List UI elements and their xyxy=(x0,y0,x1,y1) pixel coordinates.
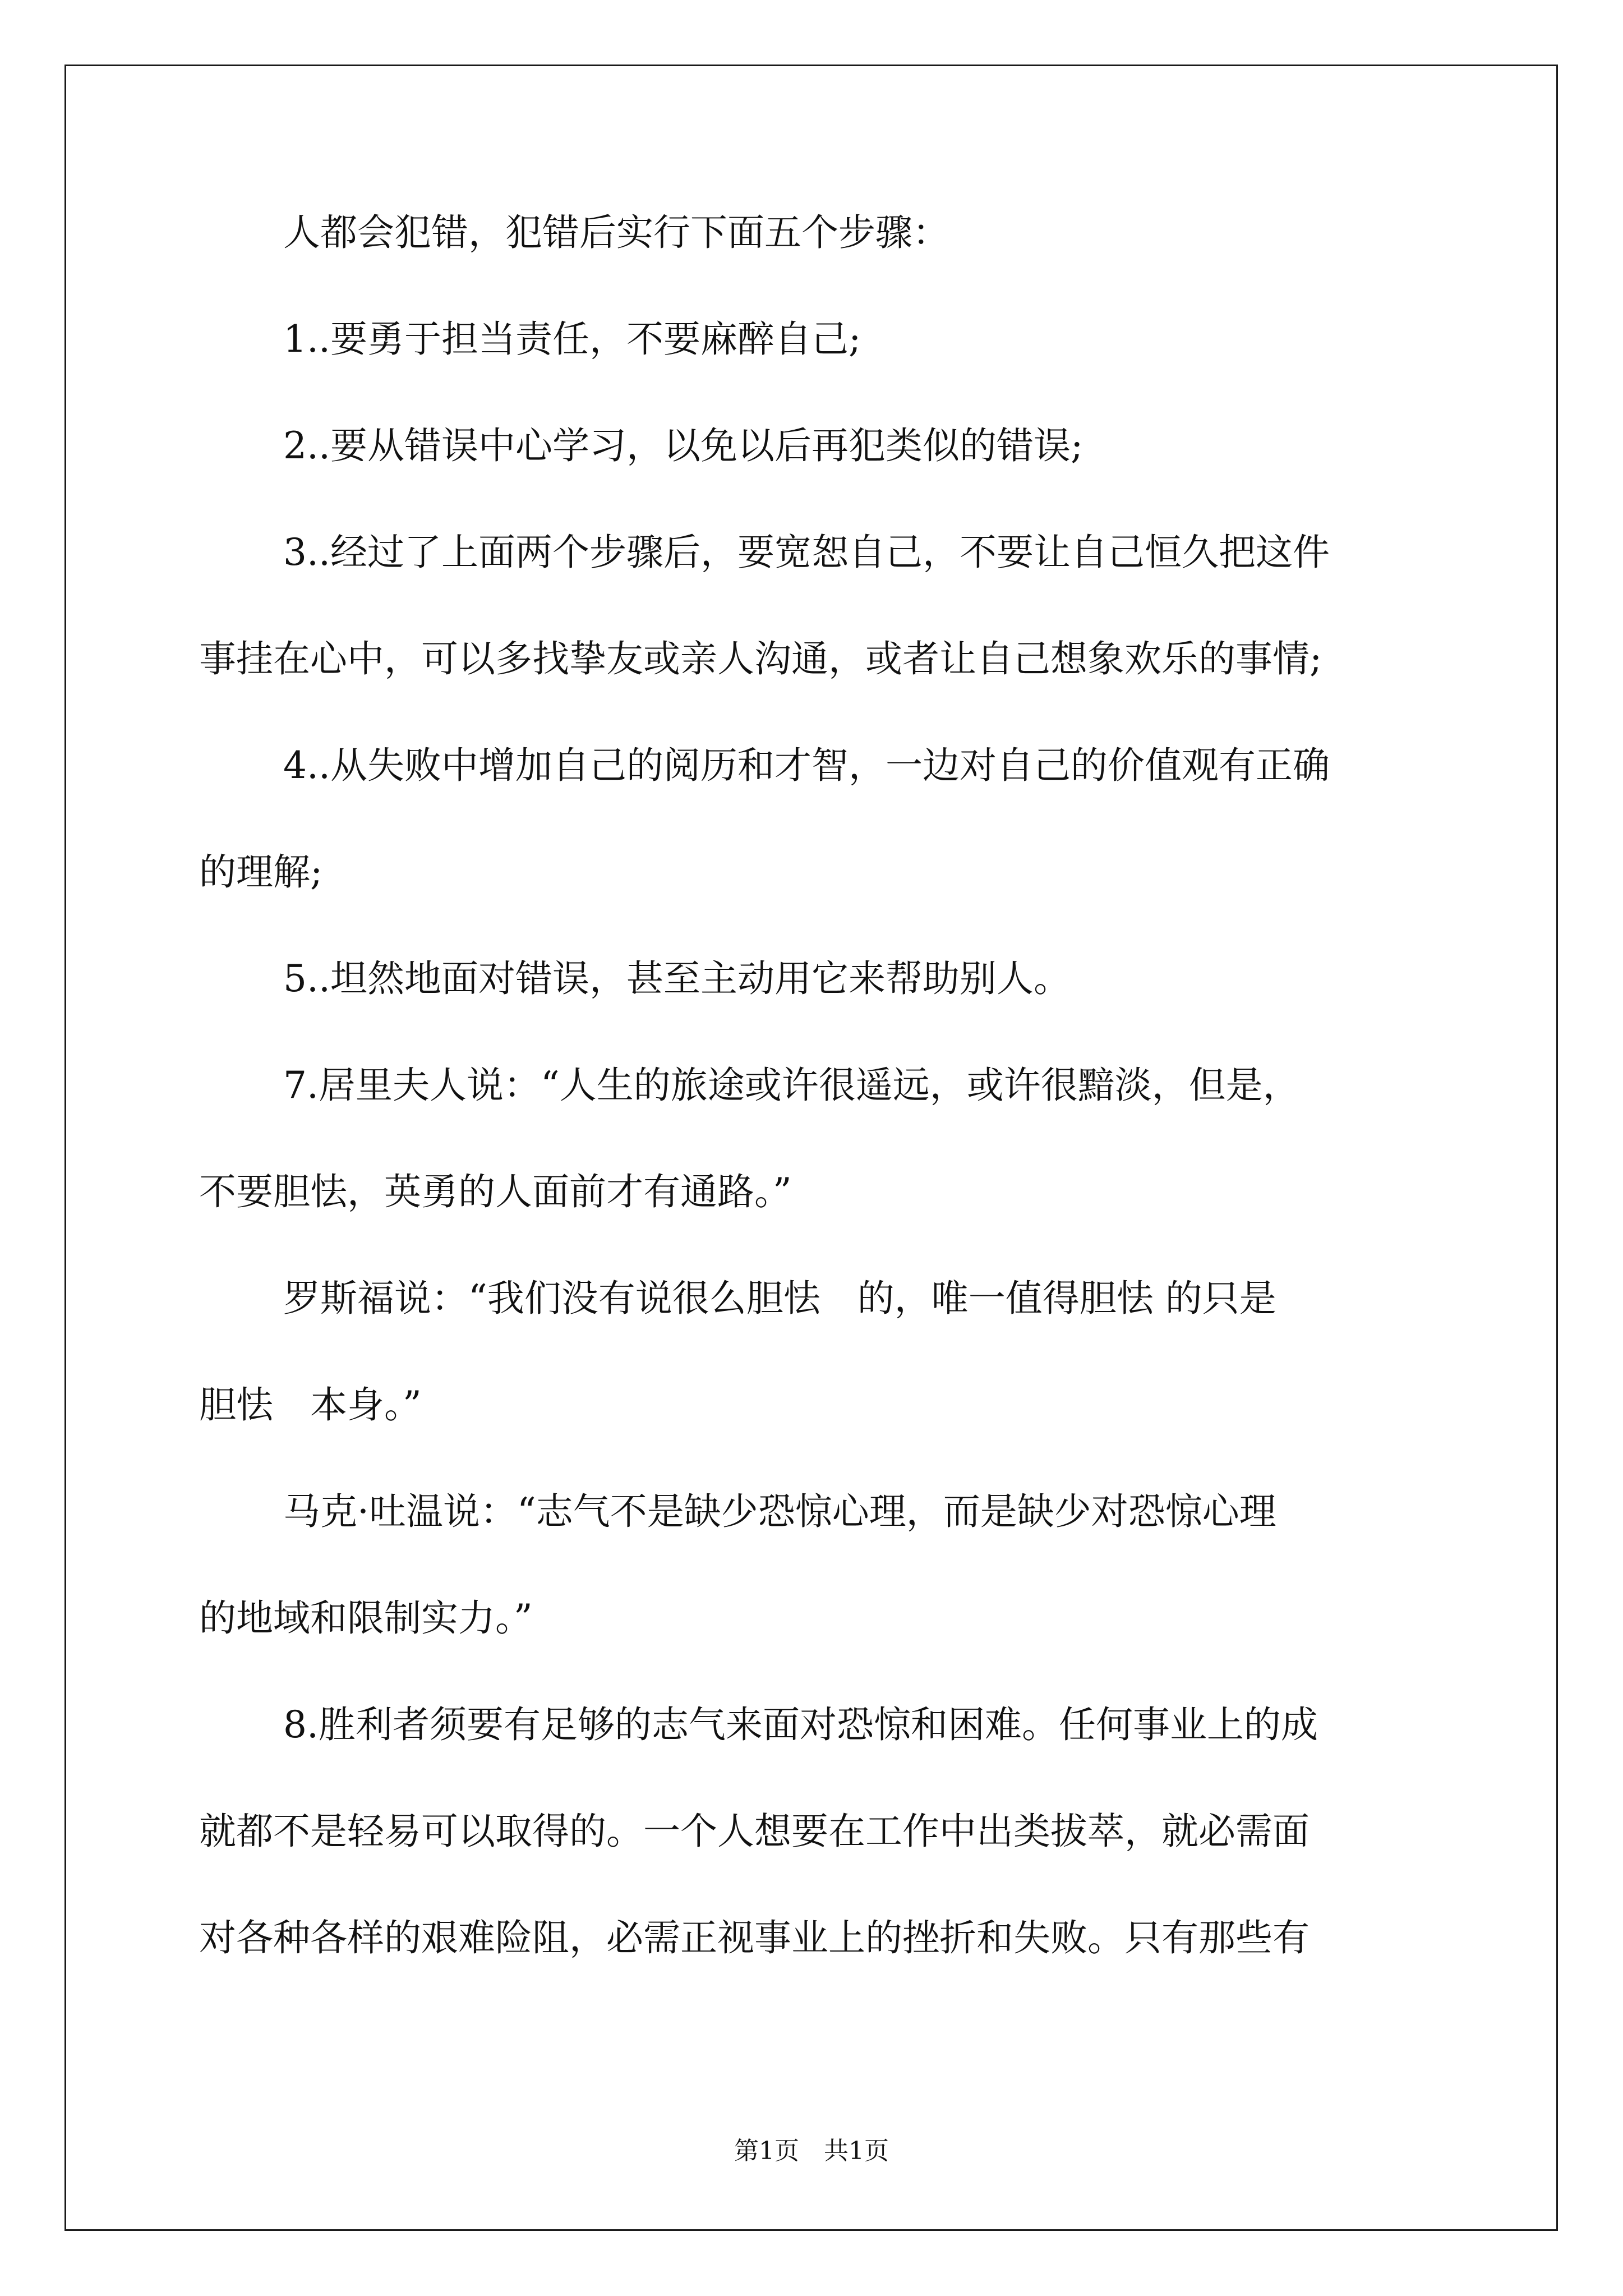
paragraph-line: 胆怯 本身。” xyxy=(199,1383,422,1427)
paragraph-line: 的地域和限制实力。” xyxy=(199,1596,533,1640)
paragraph-line: 8.胜利者须要有足够的志气来面对恐惊和困难。任何事业上的成 xyxy=(283,1703,1318,1746)
paragraph-line: 马克·吐温说：“志气不是缺少恐惊心理，而是缺少对恐惊心理 xyxy=(283,1490,1276,1533)
paragraph-line: 7.居里夫人说：“人生的旅途或许很遥远，或许很黯淡，但是， xyxy=(283,1064,1300,1107)
paragraph-line: 4..从失败中增加自己的阅历和才智，一边对自己的价值观有正确 xyxy=(283,744,1330,787)
paragraph-line: 3..经过了上面两个步骤后，要宽恕自己，不要让自己恒久把这件 xyxy=(283,531,1330,574)
paragraph-line: 人都会犯错，犯错后实行下面五个步骤： xyxy=(283,211,949,254)
paragraph-line: 对各种各样的艰难险阻，必需正视事业上的挫折和失败。只有那些有 xyxy=(199,1916,1310,1959)
paragraph-line: 的理解; xyxy=(199,850,323,894)
paragraph-line: 不要胆怯，英勇的人面前才有通路。” xyxy=(199,1170,792,1213)
paragraph-line: 事挂在心中，可以多找挚友或亲人沟通，或者让自己想象欢乐的事情; xyxy=(199,637,1322,680)
paragraph-line: 2..要从错误中心学习，以免以后再犯类似的错误; xyxy=(283,424,1083,467)
paragraph-line: 就都不是轻易可以取得的。一个人想要在工作中出类拔萃，就必需面 xyxy=(199,1810,1310,1853)
paragraph-line: 罗斯福说：“我们没有说很么胆怯 的，唯一值得胆怯 的只是 xyxy=(283,1277,1276,1320)
page-border xyxy=(64,65,1558,2231)
paragraph-line: 5..坦然地面对错误，甚至主动用它来帮助别人。 xyxy=(283,957,1071,1000)
paragraph-line: 1..要勇于担当责任，不要麻醉自己; xyxy=(283,318,861,361)
page-number-footer: 第1页 共1页 xyxy=(734,2137,889,2165)
